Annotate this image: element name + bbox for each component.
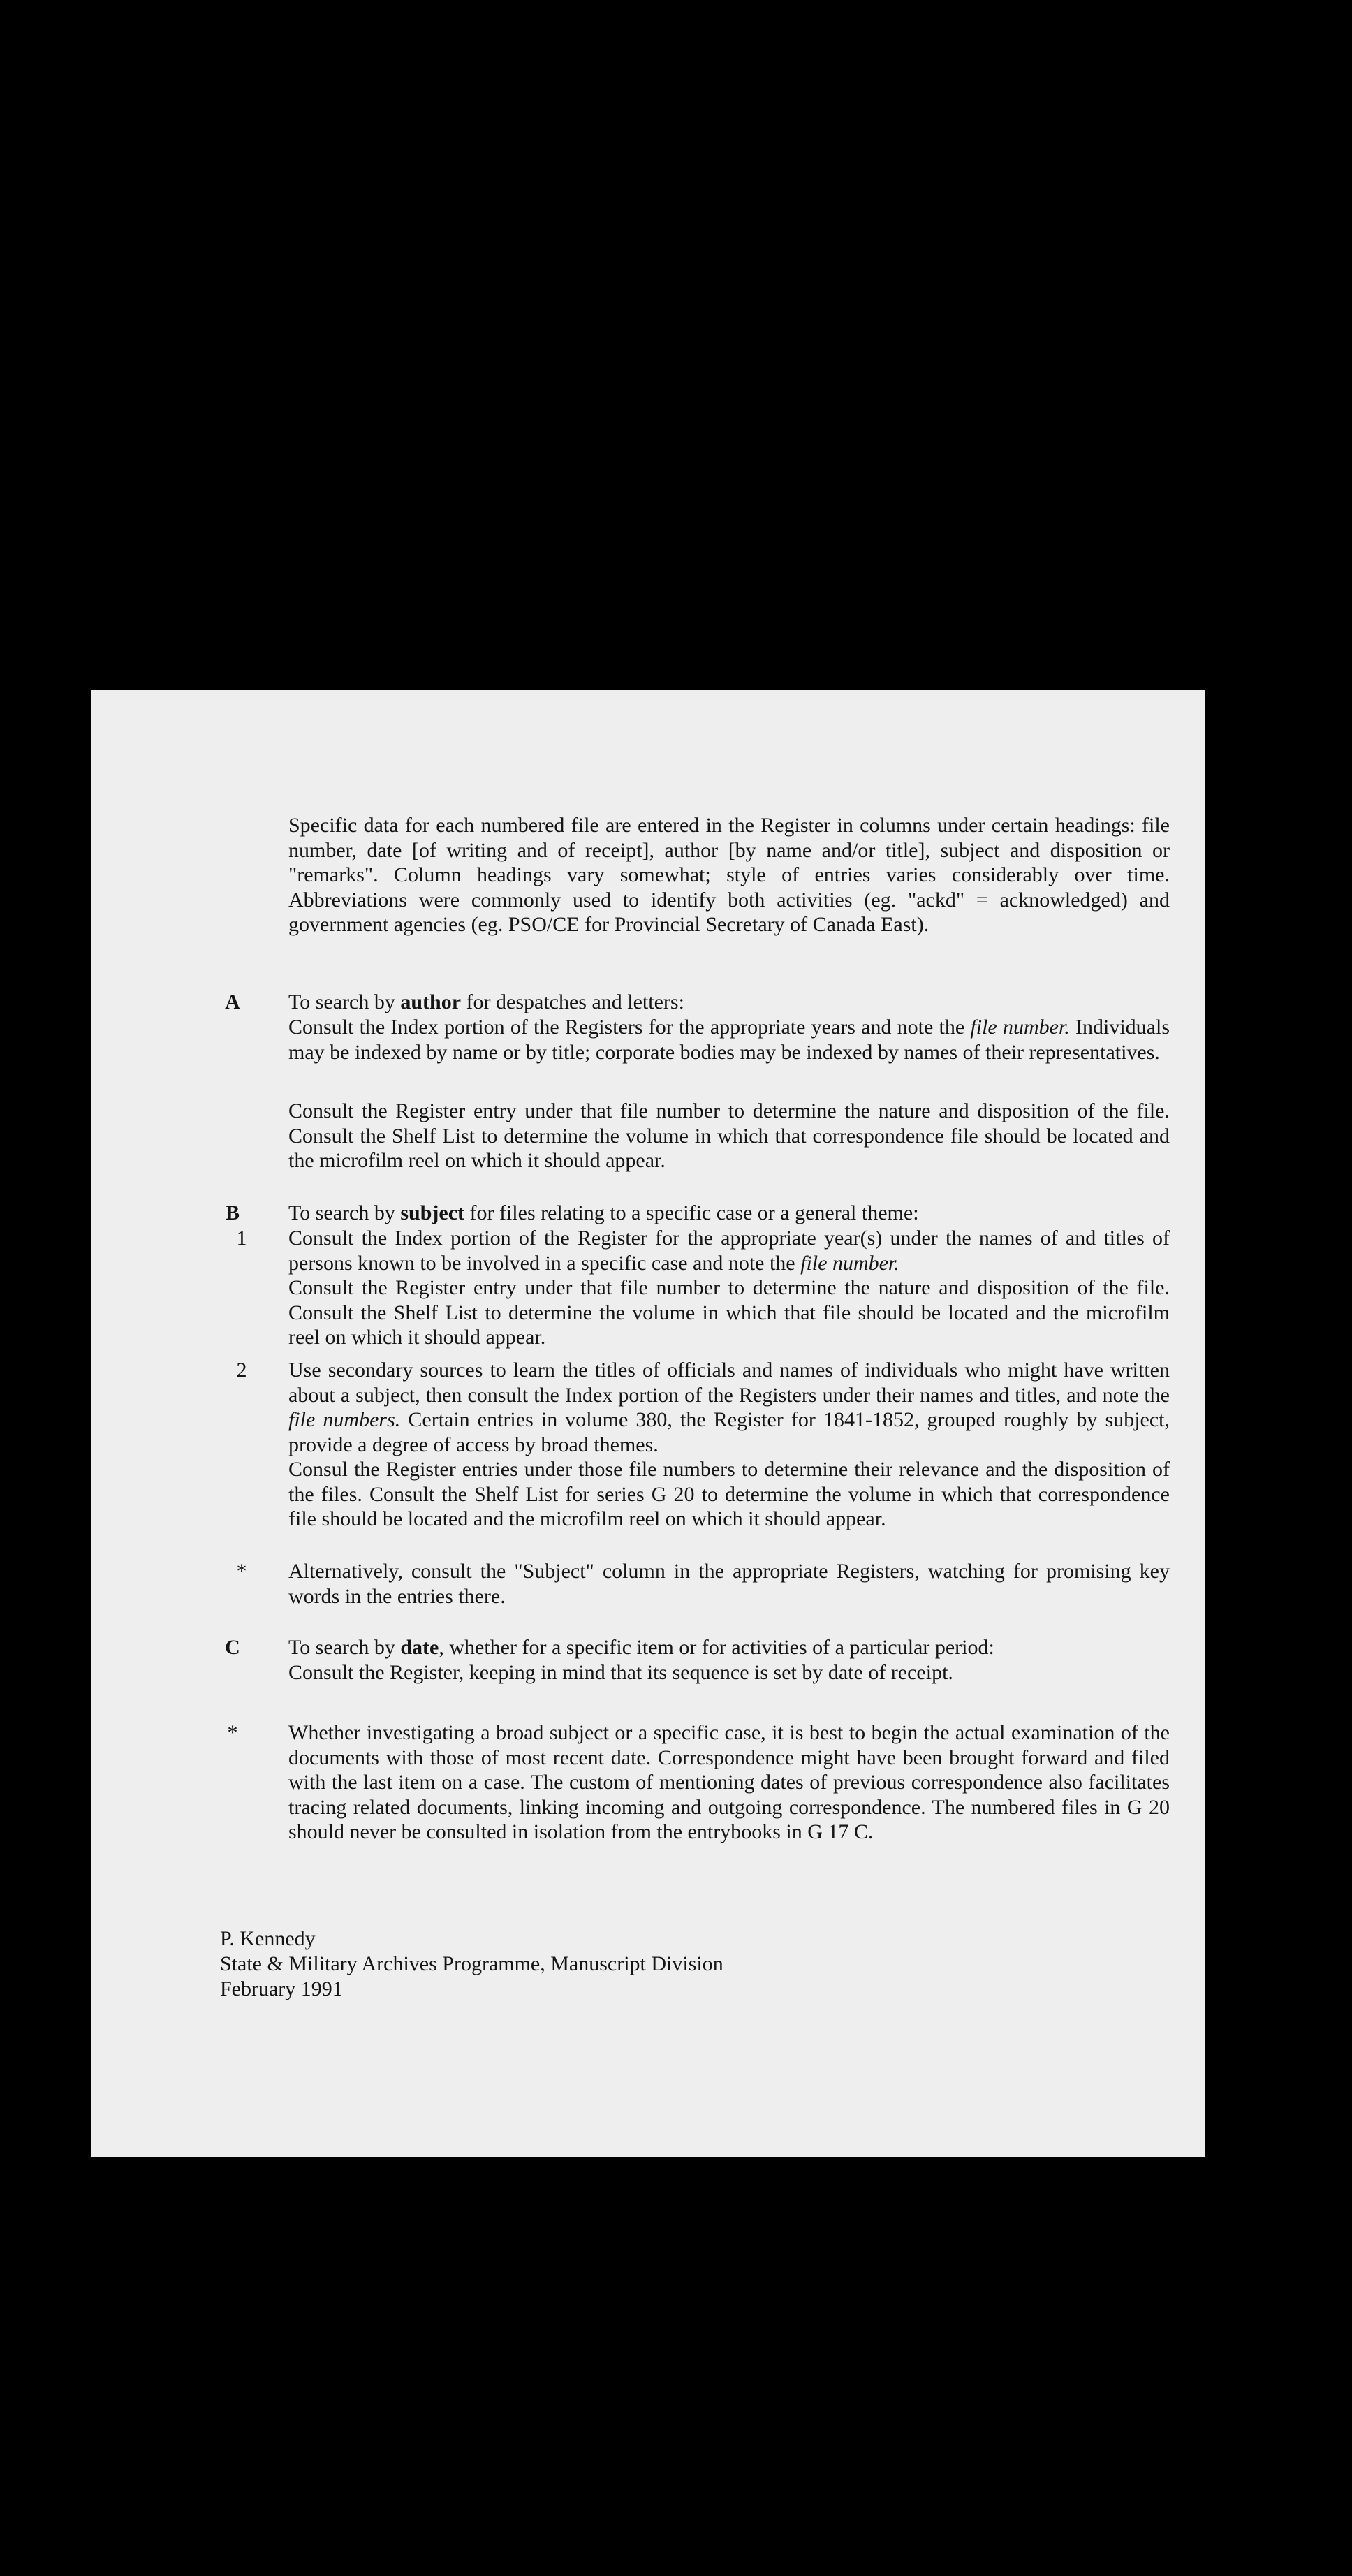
section-b-item-1-paragraph-2: Consult the Register entry under that file number to determine the nature and disposition of the file. Consult the Shelf List to determine the volume in which that file should be located and the microfilm reel on which it should appear. [288, 1276, 1170, 1349]
signature-unit: State & Military Archives Programme, Manuscript Division [220, 1952, 723, 1975]
section-b-keyword: subject [400, 1201, 464, 1224]
note-paragraph: Whether investigating a broad subject or a specific case, it is best to begin the actual examination of the documents with those of most recent date. Correspondence might have been brought forward and filed with the last item on a case. The custom of mentioning dates of previous correspondence also facilitates tracing related documents, linking incoming and outgoing correspondence. The numbered files in G 20 should never be consulted in isolation from the entrybooks in G 17 C. [288, 1721, 1170, 1843]
section-c-marker: C [225, 1636, 240, 1659]
section-c-keyword: date [400, 1636, 439, 1659]
note-star-marker: * [227, 1721, 238, 1744]
section-c-paragraph: Consult the Register, keeping in mind that its sequence is set by date of receipt. [288, 1661, 953, 1684]
section-b-alternative-paragraph: Alternatively, consult the "Subject" column in the appropriate Registers, watching for promising key words in the entries there. [288, 1560, 1170, 1608]
section-a-heading: To search by author for despatches and letters: [288, 990, 684, 1013]
section-a-keyword: author [400, 990, 462, 1013]
signature-block [220, 1926, 723, 2002]
section-a-paragraph-2: Consult the Register entry under that file number to determine the nature and disposition of the file. Consult the Shelf List to determine the volume in which that correspondence file should be located and the microfilm reel on which it should appear. [288, 1099, 1170, 1172]
section-b-item-1-marker: 1 [236, 1227, 247, 1250]
section-c-heading: To search by date, whether for a specific item or for activities of a particular period: [288, 1636, 994, 1659]
section-b-item-2-paragraph-2: Consul the Register entries under those file numbers to determine their relevance and the disposition of the files. Consult the Shelf List for series G 20 to determine the volume in which that correspondence file should be located and the microfilm reel on which it should appear. [288, 1458, 1170, 1530]
section-b-item-1-paragraph: Consult the Index portion of the Register for the appropriate year(s) under the names of and titles of persons known to be involved in a specific case and note the file number. [288, 1227, 1170, 1275]
document-page [91, 690, 1205, 2157]
signature-name: P. Kennedy [220, 1927, 316, 1950]
section-b-item-2-paragraph: Use secondary sources to learn the titles of officials and names of individuals who might have written about a subject, then consult the Index portion of the Registers under their names and titles, and note the file numbers. Certain entries in volume 380, the Register for 1841-1852, grouped roughly by subject, provide a degree of access by broad themes. [288, 1359, 1170, 1456]
section-b-item-2-marker: 2 [236, 1359, 247, 1382]
signature-date: February 1991 [220, 1977, 343, 2000]
intro-paragraph: Specific data for each numbered file are entered in the Register in columns under certain headings: file number, date [of writing and of receipt], author [by name and/or title], subject and disposition or "remarks". Column headings vary somewhat; style of entries varies considerably over time. Abbreviations were commonly used to identify both activities (eg. "ackd" = acknowledged) and government agencies (eg. PSO/CE for Provincial Secretary of Canada East). [288, 814, 1170, 936]
section-a-marker: A [225, 990, 240, 1013]
section-b-marker: B [225, 1201, 240, 1224]
section-b-star-marker: * [236, 1560, 247, 1583]
section-b-heading: To search by subject for files relating to a specific case or a general theme: [288, 1201, 919, 1224]
section-a-paragraph-1: Consult the Index portion of the Registers for the appropriate years and note the file number. Individuals may be indexed by name or by title; corporate bodies may be indexed by names of their representatives. [288, 1016, 1170, 1064]
